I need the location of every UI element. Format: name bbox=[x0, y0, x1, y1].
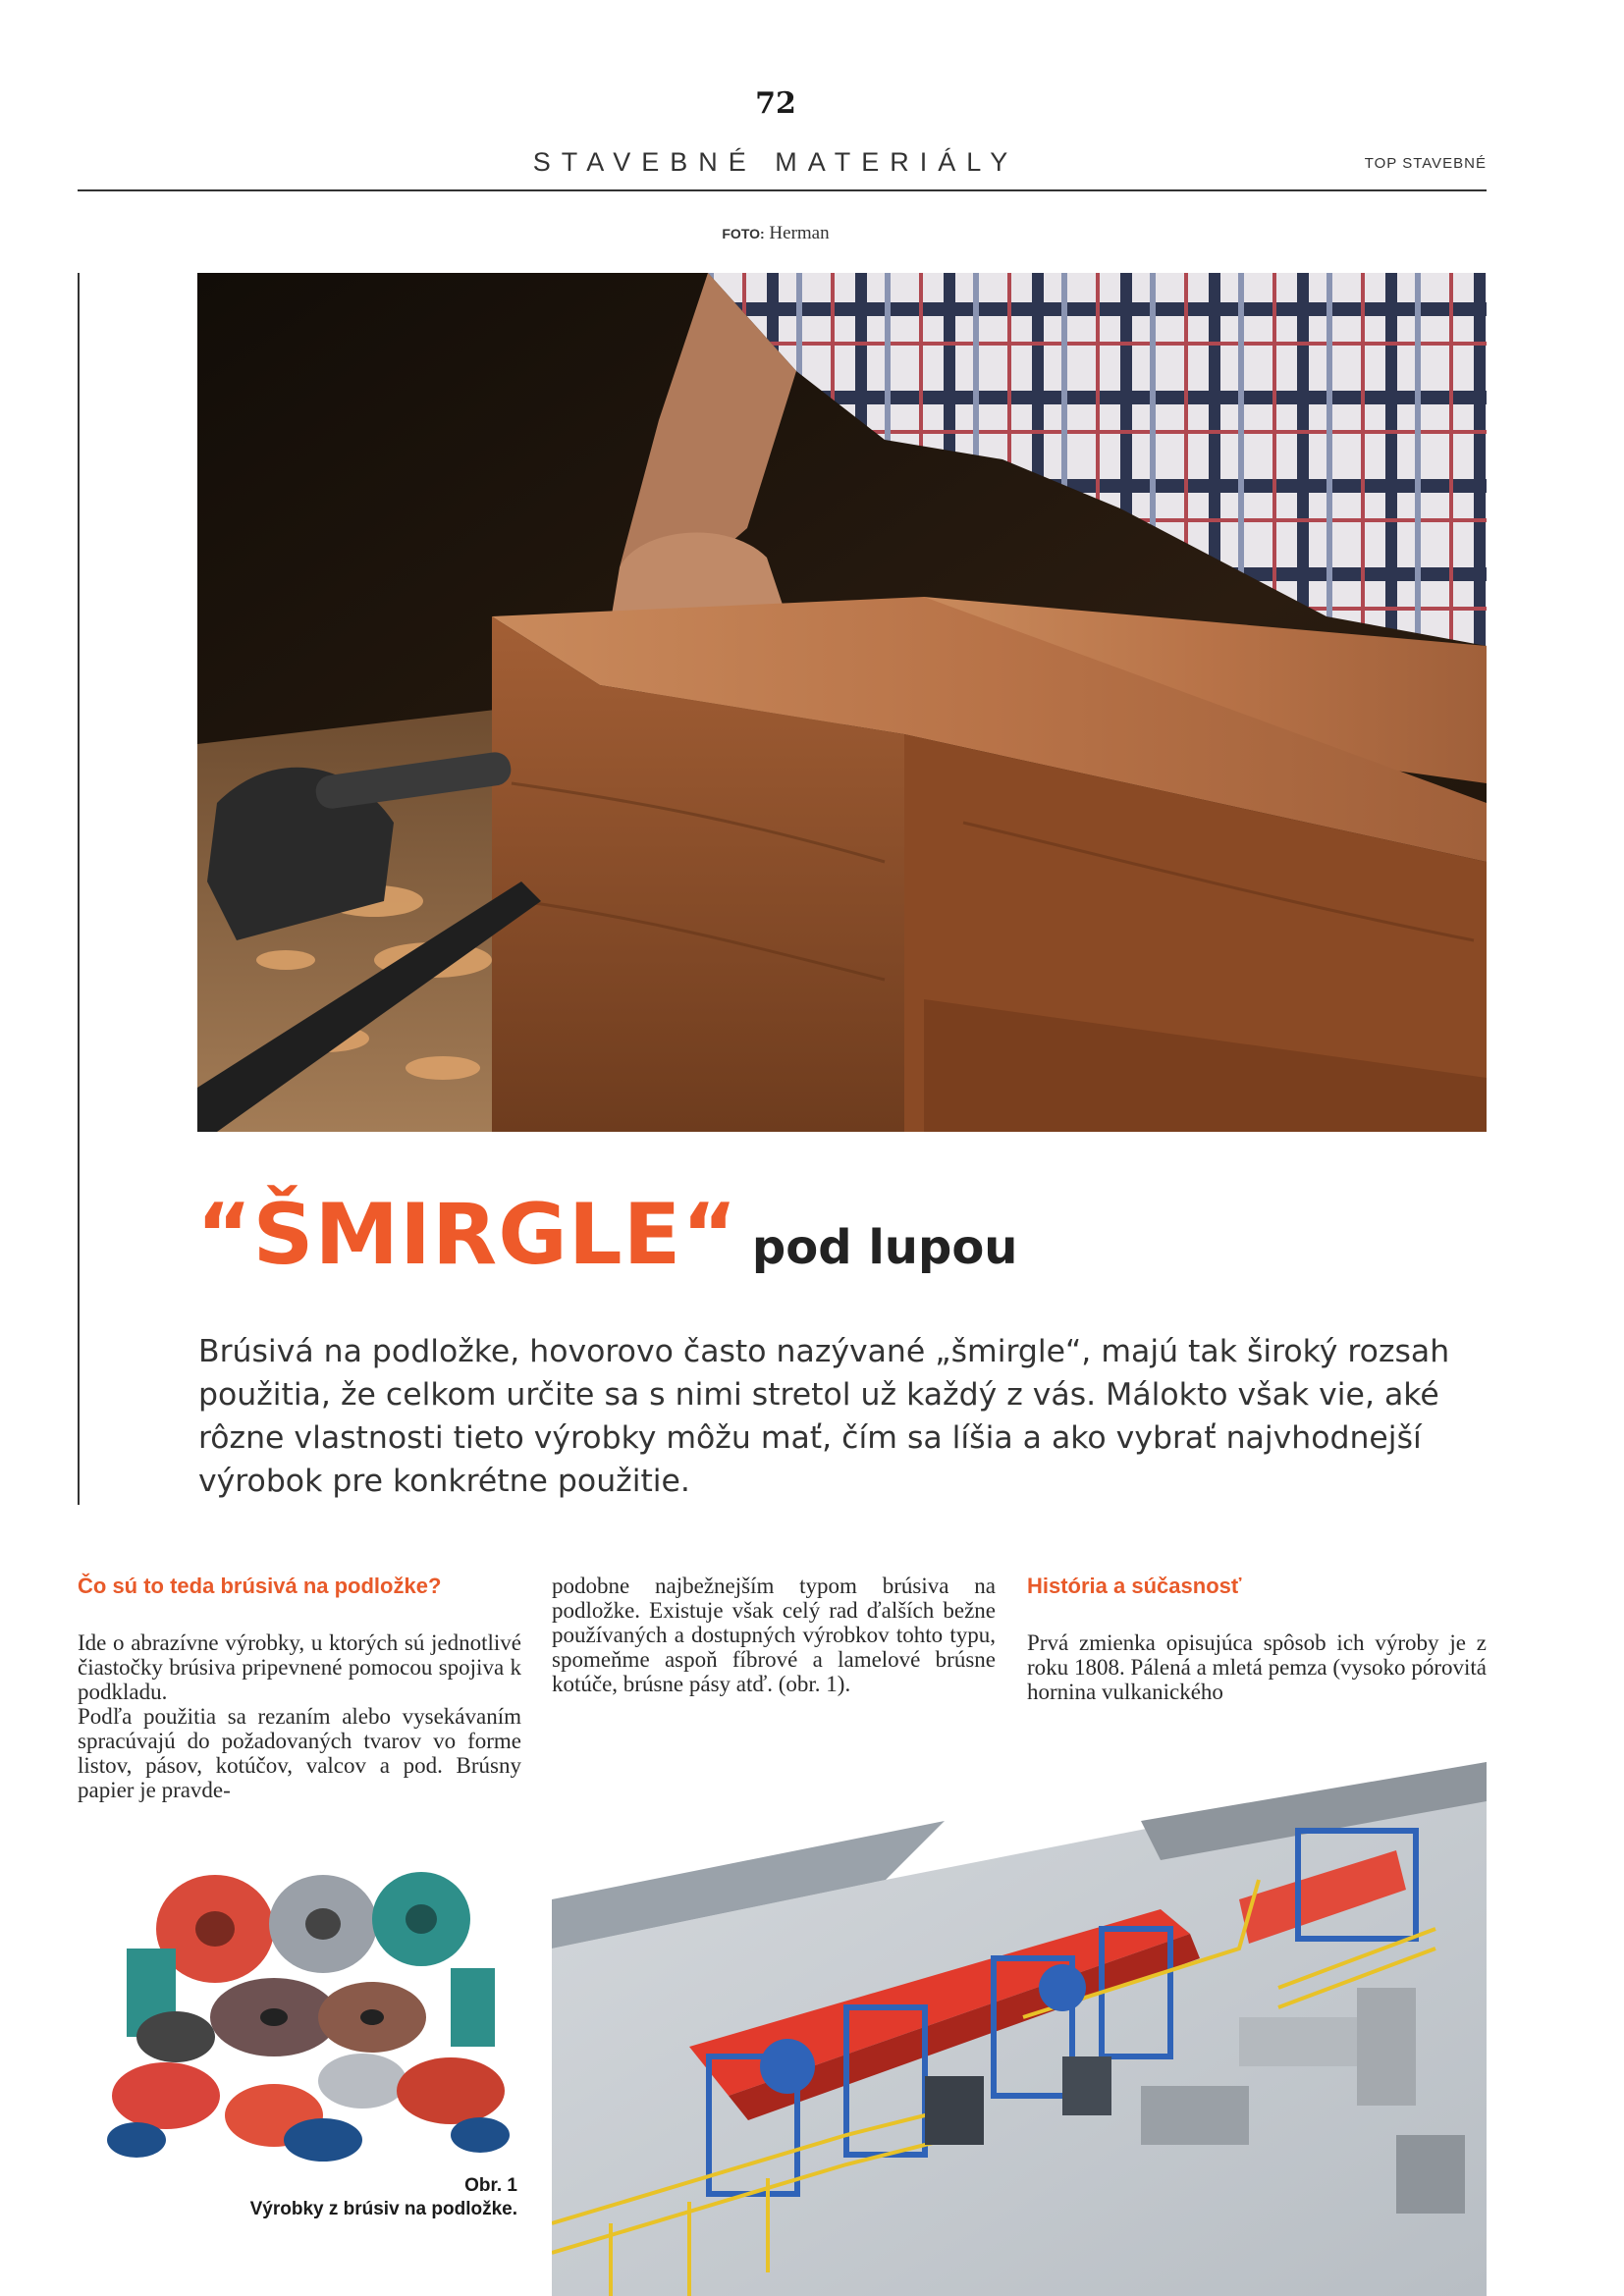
photo-credit bbox=[0, 223, 1551, 244]
headline-main: “ŠMIRGLE“ bbox=[196, 1186, 738, 1284]
column-2 bbox=[552, 1574, 996, 1696]
page-number: 72 bbox=[755, 86, 796, 121]
column-3 bbox=[1027, 1574, 1487, 1704]
figure-1-caption-number: Obr. 1 bbox=[464, 2175, 517, 2196]
figure-2-image bbox=[552, 1762, 1487, 2296]
lead-paragraph: Brúsivá na podložke, hovorovo často nazývané „šmirgle“, majú tak široký rozsah použitia, že celkom určite sa s nimi stretol už každý z vás. Málokto však vie, aké rôzne vlastnosti tieto výrobky môžu mať, čím sa líšia a ako vybrať najvhodnejší výrobok pre konkrétne použitie. bbox=[198, 1334, 1450, 1499]
photo-credit-name: Herman bbox=[769, 223, 830, 243]
figure-1-caption-text: Výrobky z brúsiv na podložke. bbox=[249, 2199, 517, 2219]
figure-1-image bbox=[78, 1870, 521, 2164]
column-1 bbox=[78, 1574, 521, 1802]
photo-credit-label: FOTO: bbox=[722, 226, 765, 241]
column-1-paragraph-1: Ide o abrazívne výrobky, u ktorých sú jednotlivé čiastočky brúsiva pripevnené pomocou spojiva k podkladu. bbox=[78, 1630, 521, 1704]
column-3-heading: História a súčasnosť bbox=[1027, 1574, 1242, 1598]
column-3-paragraph: Prvá zmienka opisujúca spôsob ich výroby je z roku 1808. Pálená a mletá pemza (vysoko pórovitá hornina vulkanického bbox=[1027, 1630, 1487, 1704]
magazine-name: TOP STAVEBNÉ bbox=[1364, 155, 1487, 172]
column-2-paragraph: podobne najbežnejším typom brúsiva na podložke. Existuje však celý rad ďalších bežne používaných a dostupných výrobkov tohto typu, spomeňme aspoň fíbrové a lamelové brúsne kotúče, brúsne pásy atď. (obr. 1). bbox=[552, 1574, 996, 1696]
section-title: STAVEBNÉ MATERIÁLY bbox=[532, 147, 1019, 177]
headline bbox=[196, 1186, 1017, 1284]
figure-1-caption bbox=[78, 2174, 517, 2221]
headline-sub: pod lupou bbox=[751, 1220, 1018, 1275]
left-vertical-rule bbox=[78, 273, 80, 1505]
column-1-paragraph-2: Podľa použitia sa rezaním alebo vysekávaním spracúvajú do požadovaných tvarov vo forme listov, pásov, kotúčov, valcov a pod. Brúsny papier je pravde- bbox=[78, 1704, 521, 1802]
column-1-heading: Čo sú to teda brúsivá na podložke? bbox=[78, 1574, 442, 1598]
header-divider bbox=[78, 189, 1487, 191]
hero-photo bbox=[197, 273, 1487, 1132]
